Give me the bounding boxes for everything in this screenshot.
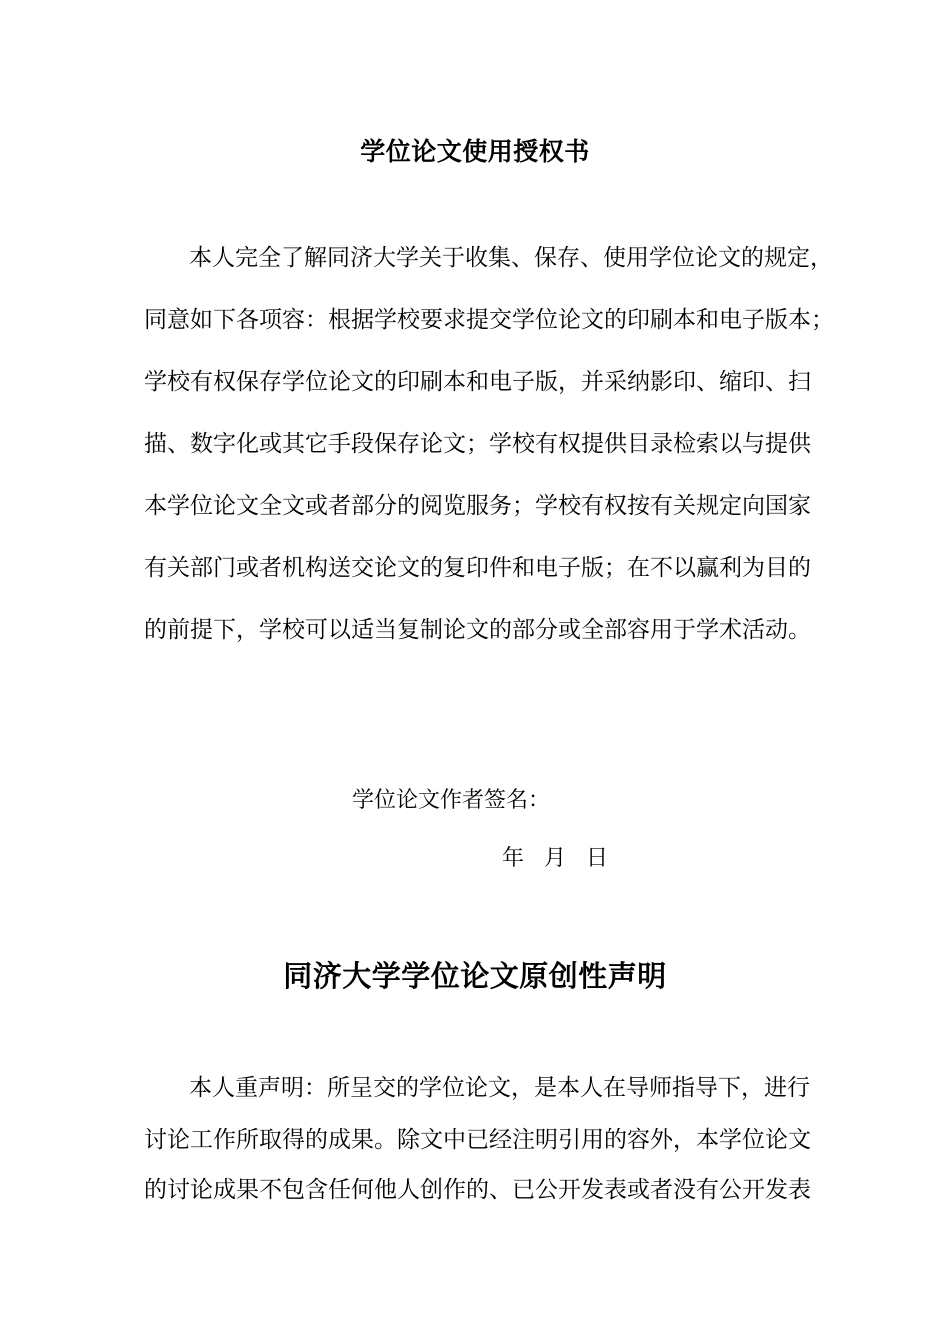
date-month-label: 月 <box>544 846 567 871</box>
authorization-line: 本学位论文全文或者部分的阅览服务；学校有权按有关规定向国家 <box>144 493 811 519</box>
originality-line: 本人重声明：所呈交的学位论文，是本人在导师指导下，进行 <box>189 1075 810 1101</box>
authorization-line: 本人完全了解同济大学关于收集、保存、使用学位论文的规定， <box>189 245 833 271</box>
date-day-label: 日 <box>586 846 609 871</box>
authorization-line: 有关部门或者机构送交论文的复印件和电子版；在不以赢利为目的 <box>144 555 811 581</box>
originality-line: 的讨论成果不包含任何他人创作的、已公开发表或者没有公开发表 <box>144 1177 811 1203</box>
author-signature-label: 学位论文作者签名： <box>352 788 551 813</box>
authorization-line: 的前提下，学校可以适当复制论文的部分或全部容用于学术活动。 <box>144 617 811 643</box>
authorization-line: 描、数字化或其它手段保存论文；学校有权提供目录检索以与提供 <box>144 431 811 457</box>
authorization-title: 学位论文使用授权书 <box>360 137 590 166</box>
originality-title: 同济大学学位论文原创性声明 <box>283 959 667 993</box>
authorization-line: 学校有权保存学位论文的印刷本和电子版，并采纳影印、缩印、扫 <box>144 369 811 395</box>
date-year-label: 年 <box>502 846 525 871</box>
signature-date <box>502 844 608 874</box>
originality-line: 讨论工作所取得的成果。除文中已经注明引用的容外，本学位论文 <box>144 1127 811 1153</box>
authorization-line: 同意如下各项容：根据学校要求提交学位论文的印刷本和电子版本； <box>144 307 834 333</box>
